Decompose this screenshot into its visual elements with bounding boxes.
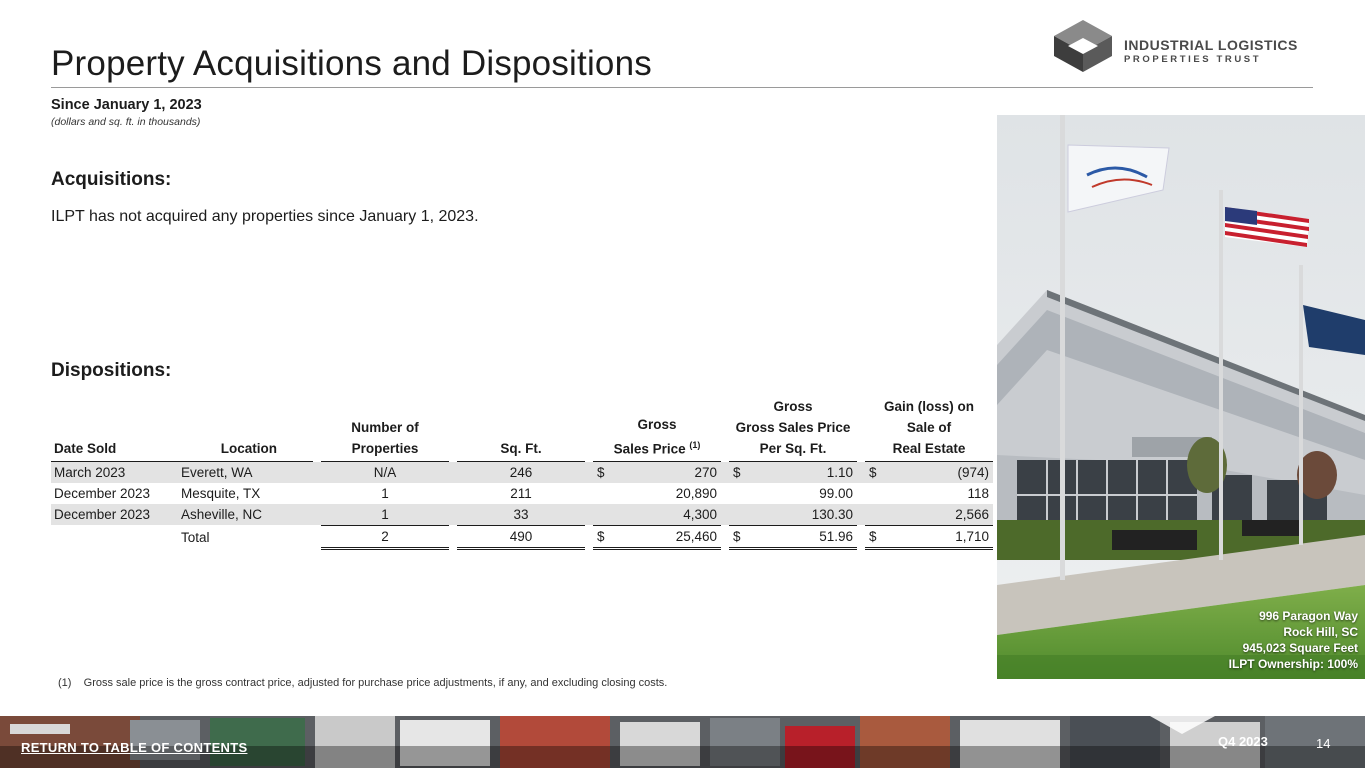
total-gross-sales-price: $ 25,460	[593, 525, 721, 550]
col-header-sqft: Sq. Ft.	[457, 396, 585, 462]
dispositions-table	[51, 396, 993, 550]
dispositions-heading: Dispositions:	[51, 360, 172, 381]
col-header-date: Date Sold	[51, 396, 181, 462]
total-price-per-sqft: $ 51.96	[729, 525, 857, 550]
acquisitions-heading: Acquisitions:	[51, 169, 172, 190]
photo-caption	[1229, 608, 1358, 672]
caption-address: 996 Paragon Way	[1259, 609, 1358, 623]
cell-price-per-sqft: 99.00	[819, 486, 853, 501]
cell-sqft: 211	[510, 486, 532, 501]
cell-date: March 2023	[51, 462, 181, 483]
cell-gain-loss: 2,566	[865, 504, 993, 525]
logo-cube-icon	[1052, 18, 1114, 74]
cell-location: Mesquite, TX	[181, 486, 261, 501]
period-subtitle: Since January 1, 2023	[51, 97, 202, 113]
cell-location: Everett, WA	[181, 462, 313, 483]
page-title: Property Acquisitions and Dispositions	[51, 44, 652, 83]
acquisitions-text: ILPT has not acquired any properties since January 1, 2023.	[51, 208, 479, 225]
return-to-toc-link[interactable]: RETURN TO TABLE OF CONTENTS	[21, 740, 248, 755]
table-row	[51, 483, 993, 504]
footnote: (1) Gross sale price is the gross contract price, adjusted for purchase price adjustments, if any, and excluding closing costs.	[58, 677, 668, 689]
title-divider	[51, 87, 1313, 88]
logo-name: INDUSTRIAL LOGISTICS	[1124, 37, 1298, 53]
cell-sqft: 33	[457, 504, 585, 525]
cell-location: Asheville, NC	[181, 504, 313, 525]
col-header-location: Location	[181, 396, 313, 462]
cell-properties: N/A	[321, 462, 449, 483]
table-row	[51, 504, 993, 525]
property-photo	[997, 115, 1365, 679]
cell-gain-loss: $ (974)	[865, 462, 993, 483]
table-row	[51, 462, 993, 483]
cell-gross-sales-price: $ 270	[593, 462, 721, 483]
col-header-properties: Number of Properties	[321, 396, 449, 462]
caption-size: 945,023 Square Feet	[1242, 641, 1358, 655]
cell-gross-sales-price: 4,300	[593, 504, 721, 525]
caption-ownership: ILPT Ownership: 100%	[1228, 657, 1358, 671]
total-sqft: 490	[457, 525, 585, 550]
cell-sqft: 246	[457, 462, 585, 483]
table-total-row	[51, 525, 993, 550]
total-gain-loss: $ 1,710	[865, 525, 993, 550]
cell-price-per-sqft: 130.30	[729, 504, 857, 525]
cell-gain-loss: 118	[967, 486, 989, 501]
caption-city: Rock Hill, SC	[1283, 625, 1358, 639]
cell-price-per-sqft: $ 1.10	[729, 462, 857, 483]
total-label: Total	[181, 530, 210, 545]
cell-gross-sales-price: 20,890	[675, 486, 717, 501]
cell-properties: 1	[381, 486, 389, 501]
col-header-price-per-sqft: Gross Gross Sales Price Per Sq. Ft.	[729, 396, 857, 462]
table-header-row	[51, 396, 993, 462]
cell-properties: 1	[321, 504, 449, 525]
logo-tagline: PROPERTIES TRUST	[1124, 54, 1262, 65]
col-header-gain-loss: Gain (loss) on Sale of Real Estate	[865, 396, 993, 462]
col-header-gross-sales-price: Gross Sales Price $^{(1)}$	[593, 396, 721, 462]
cell-date: December 2023	[54, 486, 151, 501]
cell-date: December 2023	[51, 504, 181, 525]
quarter-label: Q4 2023	[1218, 734, 1268, 749]
total-properties: 2	[321, 525, 449, 550]
units-note: (dollars and sq. ft. in thousands)	[51, 116, 201, 128]
company-logo	[1052, 18, 1322, 76]
warehouse-photo-image	[997, 115, 1365, 679]
page-number: 14	[1316, 736, 1331, 751]
